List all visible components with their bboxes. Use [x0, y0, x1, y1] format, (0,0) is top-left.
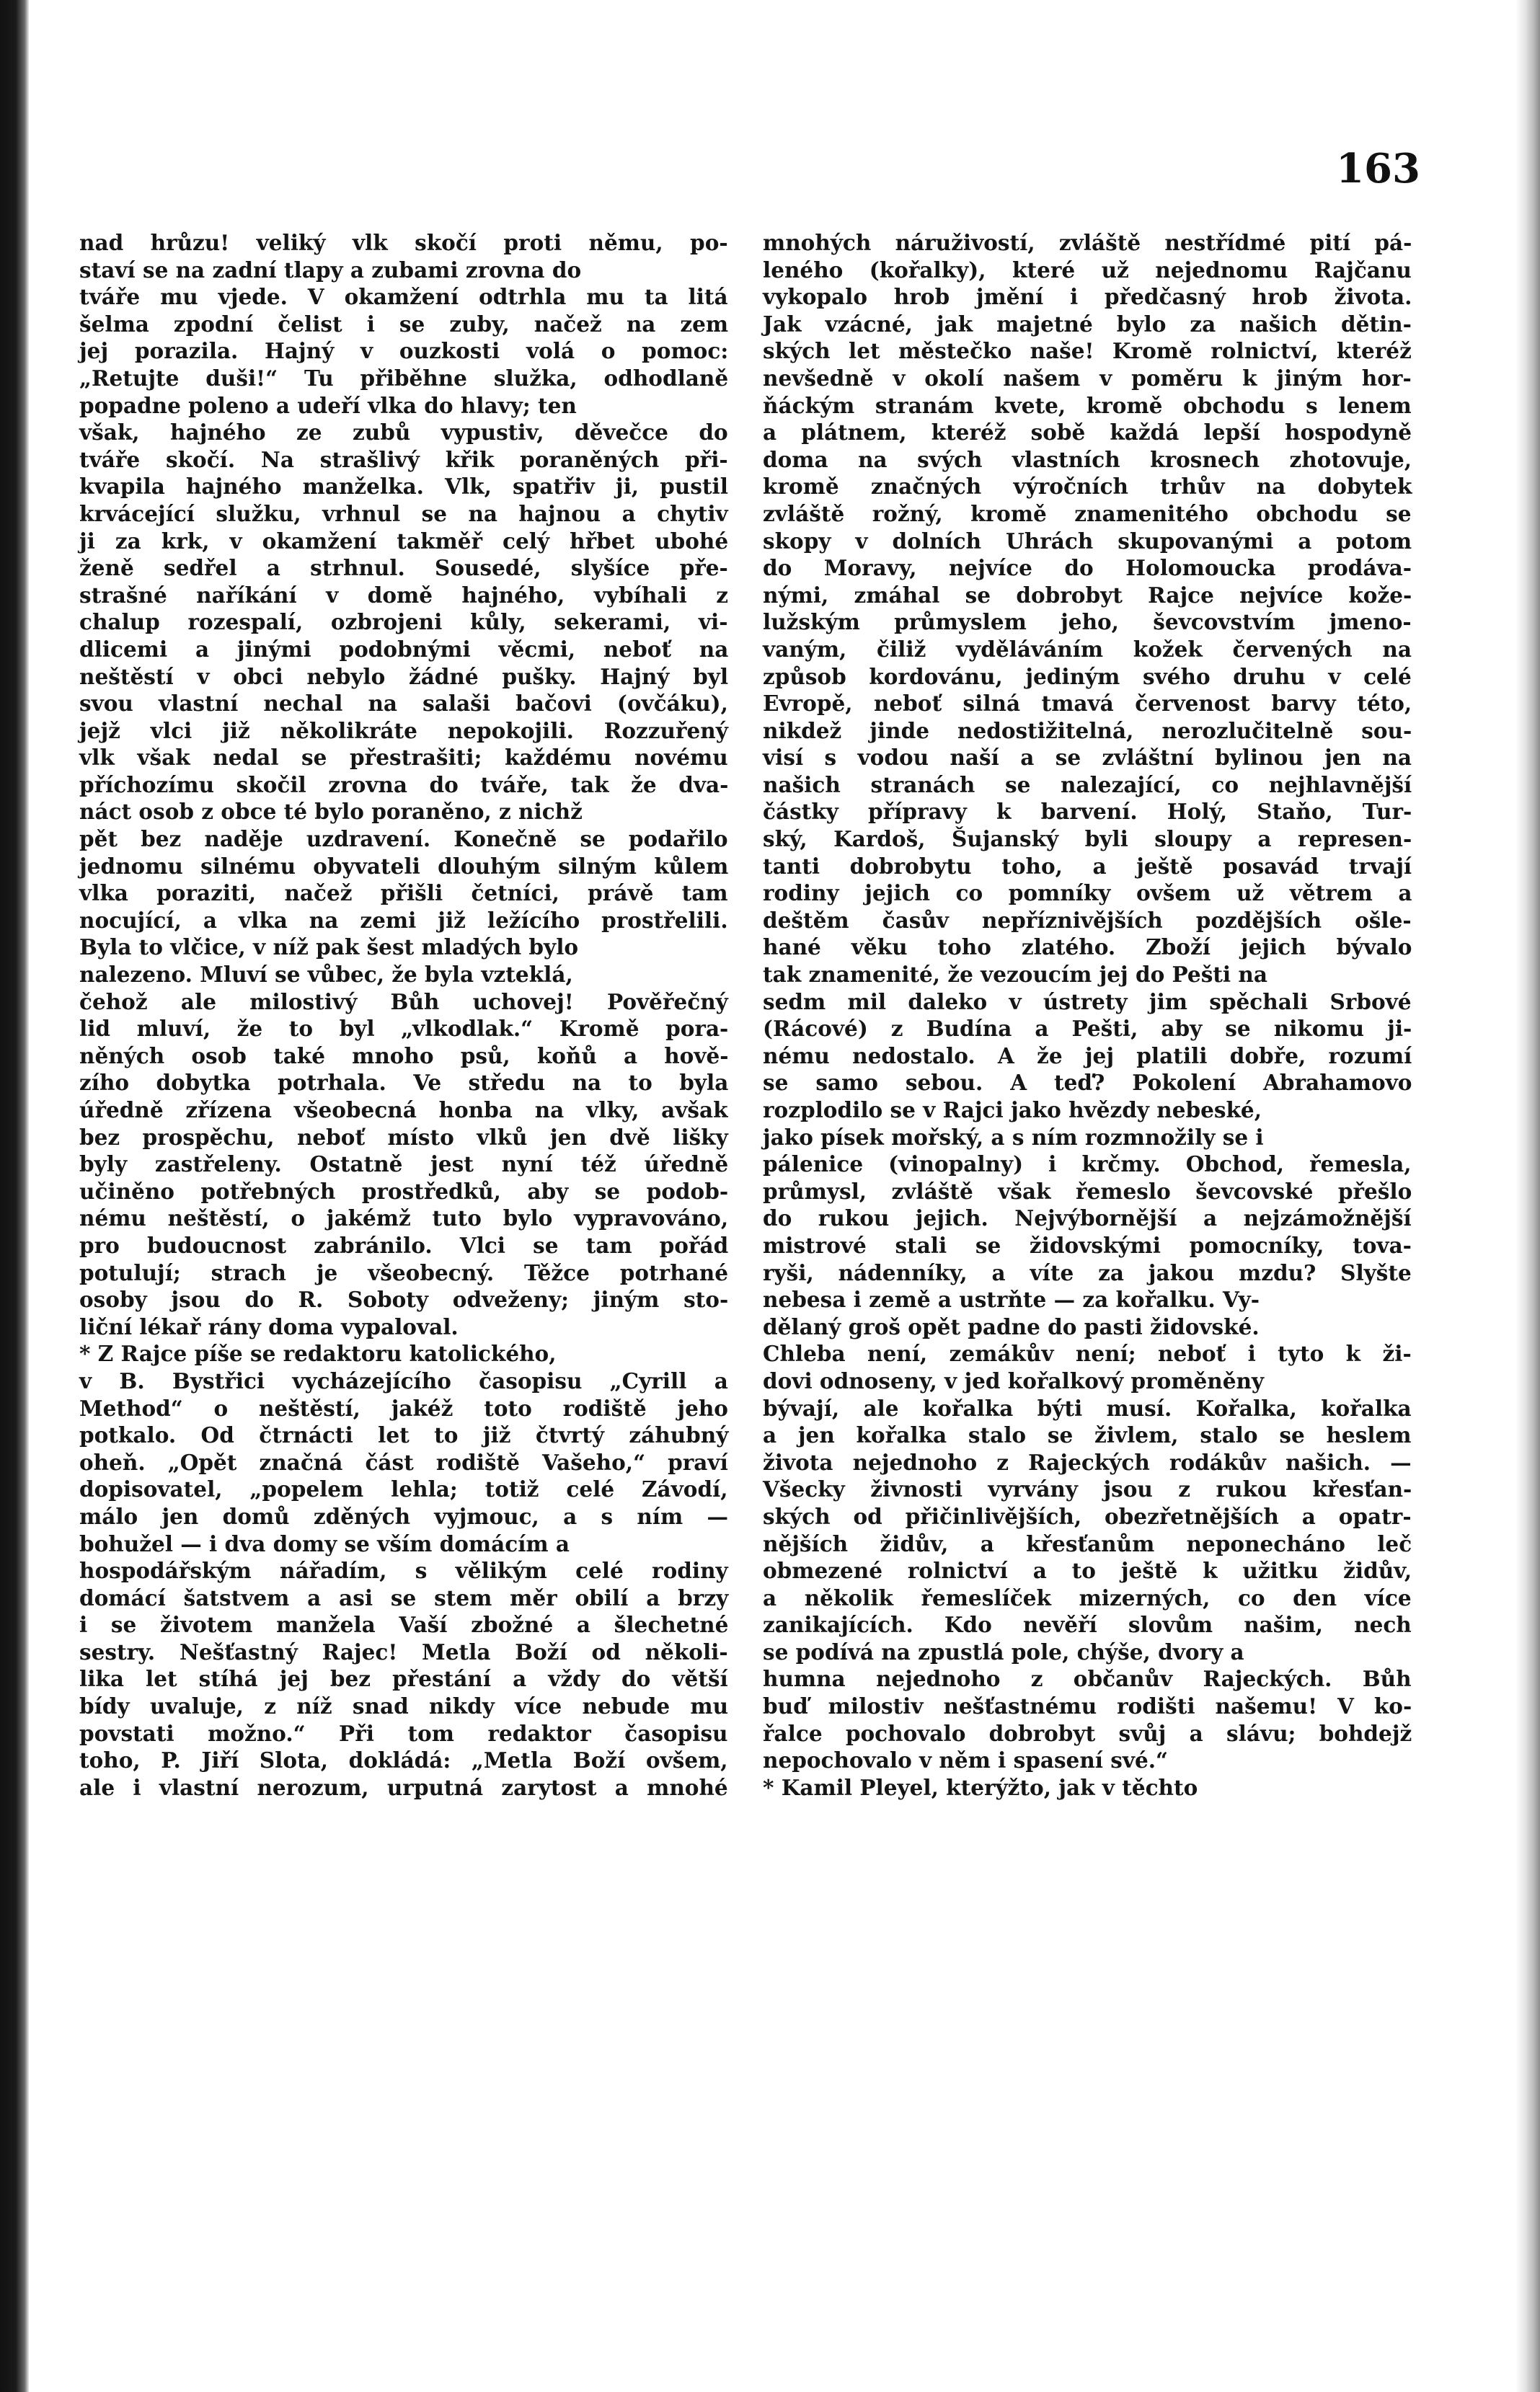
- right-column-line: nými, zmáhal se dobrobyt Rajce nejvíce kože-: [763, 582, 1412, 608]
- left-column-line: osoby jsou do R. Soboty odveženy; jiným sto-: [79, 1287, 729, 1313]
- left-column-line: jednomu silnému obyvateli dlouhým silným kůlem: [79, 853, 729, 879]
- page-number: 163: [1336, 145, 1420, 192]
- right-column-line: Chleba není, zemákův není; neboť i tyto k ži-: [763, 1341, 1412, 1367]
- left-column-line: kvapila hajného manželka. Vlk, spatřiv ji, pustil: [79, 474, 728, 500]
- right-column-line: se podívá na zpustlá pole, chýše, dvory a: [763, 1639, 1244, 1665]
- right-column-line: doma na svých vlastních krosnech zhotovuje,: [763, 446, 1412, 472]
- left-column-line: liční lékař rány doma vypaloval.: [79, 1314, 459, 1339]
- right-column-line: způsob kordovánu, jediným svého druhu v celé: [763, 663, 1412, 689]
- right-column-line: rodiny jejich co pomníky ovšem už větrem a: [763, 880, 1412, 906]
- left-column-line: však, hajného ze zubů vypustiv, děvečce do: [79, 420, 728, 446]
- right-column-line: do rukou jejich. Nejvýbornější a nejzámožnější: [763, 1205, 1412, 1231]
- right-column-line: částky přípravy k barvení. Holý, Staňo, Tur-: [763, 799, 1412, 825]
- right-column-line: a plátnem, kteréž sobě každá lepší hospodyně: [763, 420, 1412, 446]
- left-column-line: sestry. Nešťastný Rajec! Metla Boží od několi-: [79, 1639, 728, 1665]
- right-column-line: visí s vodou naší a se zvláštní bylinou jen na: [763, 745, 1412, 771]
- right-column-line: průmysl, zvláště však řemeslo ševcovské přešlo: [763, 1178, 1412, 1204]
- left-column-line: toho, P. Jiří Slota, dokládá: „Metla Boží ovšem,: [79, 1748, 728, 1773]
- right-column-line: tanti dobrobytu toho, a ještě posavád trvají: [763, 853, 1412, 879]
- left-column-line: šelma zpodní čelist i se zuby, načež na zem: [79, 311, 729, 337]
- left-column-line: krvácející služku, vrhnul se na hajnou a chytiv: [79, 500, 728, 526]
- right-column-line: (Rácové) z Budína a Pešti, aby se nikomu ji-: [763, 1016, 1412, 1042]
- left-column-line: chalup rozespalí, ozbrojeni kůly, sekerami, vi-: [79, 609, 728, 635]
- left-column-line: Byla to vlčice, v níž pak šest mladých bylo: [79, 934, 579, 960]
- right-column-line: kromě značných výročních trhův na dobytek: [763, 474, 1412, 500]
- right-column-line: a několik řemeslíček mizerných, co den více: [763, 1585, 1412, 1611]
- right-column-line: ských let městečko naše! Kromě rolnictví, kteréž: [763, 338, 1412, 364]
- left-column-line: učiněno potřebných prostředků, aby se podob-: [79, 1178, 729, 1204]
- right-column-line: nému nedostalo. A že jej platili dobře, rozumí: [763, 1042, 1412, 1068]
- left-column-line: potulují; strach je všeobecný. Těžce potrhané: [79, 1259, 728, 1285]
- left-column-line: domácí šatstvem a asi se stem měr obilí a brzy: [79, 1585, 729, 1611]
- right-column-line: a jen kořalka stalo se živlem, stalo se heslem: [763, 1422, 1412, 1448]
- left-column-line: strašné naříkání v domě hajného, vybíhali z: [79, 582, 728, 608]
- right-column-line: ských od přičinlivějších, obezřetnějších a opatr-: [763, 1503, 1412, 1529]
- left-column-line: povstati možno.“ Při tom redaktor časopisu: [79, 1720, 728, 1746]
- left-column-line: „Retujte duši!“ Tu přiběhne služka, odhodlaně: [79, 365, 729, 391]
- right-column-line: obmezené rolnictví a to ještě k užitku židův,: [763, 1558, 1412, 1584]
- right-column-line: našich stranách se nalezající, co nejhlavnější: [763, 771, 1412, 797]
- left-column-line: nalezeno. Mluví se vůbec, že byla vzteklá,: [79, 962, 573, 988]
- right-column-line: sedm mil daleko v ústrety jim spěchali Srbové: [763, 988, 1412, 1014]
- right-column-line: * Kamil Pleyel, kterýžto, jak v těchto: [763, 1774, 1198, 1800]
- right-column-line: mnohých náruživostí, zvláště nestřídmé pití pá-: [763, 230, 1412, 255]
- left-column-line: jejž vlci již několikráte nepokojili. Rozzuřený: [79, 717, 728, 743]
- right-column-line: vaným, čiliž vyděláváním kožek červených na: [763, 636, 1412, 662]
- left-column-line: ale i vlastní nerozum, urputná zarytost a mnohé: [79, 1774, 728, 1800]
- right-column-line: zanikajících. Kdo nevěří slovům našim, nech: [763, 1612, 1412, 1638]
- left-column-line: náct osob z obce té bylo poraněno, z nichž: [79, 799, 583, 825]
- left-column-line: popadne poleno a udeří vlka do hlavy; ten: [79, 392, 577, 418]
- right-column-line: dělaný groš opět padne do pasti židovské.: [763, 1314, 1260, 1339]
- left-column-line: vlk však nedal se přestrašiti; každému novému: [79, 745, 728, 771]
- right-column-line: nějších židův, a křesťanům neponecháno leč: [763, 1531, 1412, 1556]
- right-column-line: humna nejednoho z občanův Rajeckých. Bůh: [763, 1666, 1412, 1692]
- left-column-line: svou vlastní nechal na salaši bačovi (ovčáku),: [79, 691, 728, 717]
- left-column-line: hospodářským nářadím, s vělikým celé rodiny: [79, 1558, 728, 1584]
- right-column-line: dovi odnoseny, v jed kořalkový proměněny: [763, 1368, 1265, 1394]
- right-column-line: se samo sebou. A teď? Pokolení Abrahamovo: [763, 1070, 1412, 1096]
- left-column-line: nad hrůzu! veliký vlk skočí proti němu, po-: [79, 230, 728, 255]
- left-column-line: dlicemi a jinými podobnými věcmi, neboť na: [79, 636, 729, 662]
- right-column-line: hané věku toho zlatého. Zboží jejich bývalo: [763, 934, 1412, 960]
- left-column-line: ženě sedřel a strhnul. Sousedé, slyšíce pře-: [79, 555, 728, 581]
- right-column-line: mistrové stali se židovskými pomocníky, tova-: [763, 1232, 1412, 1258]
- left-column-line: dopisovatel, „popelem lehla; totiž celé Závodí,: [79, 1476, 728, 1502]
- right-column-line: nepochovalo v něm i spasení své.“: [763, 1748, 1169, 1773]
- right-column-line: ryši, nádenníky, a víte za jakou mzdu? Slyšte: [763, 1259, 1412, 1285]
- left-column-line: tváře skočí. Na strašlivý křik poraněných při-: [79, 446, 728, 472]
- right-column-line: nikdež jinde nedostižitelná, nerozlučitelně sou-: [763, 717, 1412, 743]
- left-column-line: bohužel — i dva domy se vším domácím a: [79, 1531, 570, 1556]
- text-column-left: [79, 229, 728, 1801]
- left-column-line: bez prospěchu, neboť místo vlků jen dvě lišky: [79, 1124, 728, 1150]
- right-column-line: do Moravy, nejvíce do Holomoucka prodáva-: [763, 555, 1412, 581]
- left-column-line: nému neštěstí, o jakémž tuto bylo vypravováno,: [79, 1205, 729, 1231]
- left-column-line: ji za krk, v okamžení takměř celý hřbet ubohé: [79, 528, 729, 554]
- right-column-line: deštěm časův nepříznivějších pozdějších ošle-: [763, 907, 1412, 933]
- right-column-line: řalce pochovalo dobrobyt svůj a slávu; bohdejž: [763, 1720, 1412, 1746]
- right-column-line: pálenice (vinopalny) i krčmy. Obchod, řemesla,: [763, 1151, 1412, 1177]
- left-column-line: bídy uvaluje, z níž snad nikdy více nebude mu: [79, 1693, 729, 1719]
- right-column-line: Všecky živnosti vyrvány jsou z rukou křesťan-: [763, 1476, 1412, 1502]
- right-column-line: nebesa i země a ustrňte — za kořalku. Vy-: [763, 1287, 1260, 1313]
- right-column-line: Jak vzácné, jak majetné bylo za našich dětin-: [763, 311, 1412, 337]
- left-column-line: pět bez naděje uzdravení. Konečně se podařilo: [79, 826, 728, 852]
- right-column-line: lužským průmyslem jeho, ševcovstvím jmeno-: [763, 609, 1412, 635]
- left-column-line: něných osob také mnoho psů, koňů a hově-: [79, 1042, 729, 1068]
- left-column-line: neštěstí v obci nebylo žádné pušky. Hajný byl: [79, 663, 729, 689]
- right-column-line: jako písek mořský, a s ním rozmnožily se i: [763, 1124, 1264, 1150]
- left-column-line: zího dobytka potrhala. Ve středu na to byla: [79, 1070, 729, 1096]
- left-column-line: tváře mu vjede. V okamžení odtrhla mu ta litá: [79, 284, 728, 310]
- right-column-line: bývají, ale kořalka býti musí. Kořalka, kořalka: [763, 1395, 1412, 1421]
- right-column-line: vykopalo hrob jmění i předčasný hrob života.: [763, 284, 1412, 310]
- left-column-line: jej porazila. Hajný v ouzkosti volá o pomoc:: [79, 338, 729, 364]
- left-column-line: potkalo. Od čtrnácti let to již čtvrtý záhubný: [79, 1422, 729, 1448]
- text-column-right: [763, 229, 1412, 1801]
- left-column-line: oheň. „Opět značná část rodiště Vašeho,“ praví: [79, 1449, 728, 1475]
- right-column-line: skopy v dolních Uhrách skupovanými a potom: [763, 528, 1412, 554]
- left-column-line: Method“ o neštěstí, jakéž toto rodiště jeho: [79, 1395, 728, 1421]
- left-column-line: úředně zřízena všeobecná honba na vlky, avšak: [79, 1097, 728, 1122]
- right-column-line: života nejednoho z Rajeckých rodákův našich. —: [763, 1449, 1412, 1475]
- left-column-line: staví se na zadní tlapy a zubami zrovna do: [79, 257, 582, 283]
- right-column-line: rozplodilo se v Rajci jako hvězdy nebeské,: [763, 1097, 1262, 1122]
- right-column-line: Evropě, neboť silná tmavá červenost barvy této,: [763, 691, 1412, 717]
- left-column-line: vlka poraziti, načež přišli četníci, právě tam: [79, 880, 728, 906]
- left-column-line: málo jen domů zděných vyjmouc, a s ním —: [79, 1503, 728, 1529]
- right-column-line: nevšedně v okolí našem v poměru k jiným hor-: [763, 365, 1412, 391]
- right-column-line: zvláště rožný, kromě znamenitého obchodu se: [763, 500, 1412, 526]
- right-column-line: tak znamenité, že vezoucím jej do Pešti na: [763, 962, 1267, 988]
- left-column-line: * Z Rajce píše se redaktoru katolického,: [79, 1341, 557, 1367]
- left-column-line: byly zastřeleny. Ostatně jest nyní též úředně: [79, 1151, 729, 1177]
- right-column-line: buď milostiv nešťastnému rodišti našemu! V ko-: [763, 1693, 1412, 1719]
- right-column-line: leného (kořalky), které už nejednomu Rajčanu: [763, 257, 1412, 283]
- left-column-line: lika let stíhá jej bez přestání a vždy do větší: [79, 1666, 728, 1692]
- binding-edge: [0, 0, 29, 2392]
- left-column-line: i se životem manžela Vaší zbožné a šlechetné: [79, 1612, 729, 1638]
- right-column-line: ský, Kardoš, Šujanský byli sloupy a represen-: [763, 826, 1412, 852]
- left-column-line: lid mluví, že to byl „vlkodlak.“ Kromě pora-: [79, 1016, 729, 1042]
- left-column-line: příchozímu skočil zrovna do tváře, tak že dva-: [79, 771, 729, 797]
- page-edge-shadow: [1515, 0, 1540, 2392]
- left-column-line: nocující, a vlka na zemi již ležícího prostřelili.: [79, 907, 728, 933]
- left-column-line: pro budoucnost zabránilo. Vlci se tam pořád: [79, 1232, 729, 1258]
- left-column-line: v B. Bystřici vycházejícího časopisu „Cyrill a: [79, 1368, 728, 1394]
- left-column-line: čehož ale milostivý Bůh uchovej! Pověřečný: [79, 988, 728, 1014]
- right-column-line: ňáckým stranám kvete, kromě obchodu s lenem: [763, 392, 1412, 418]
